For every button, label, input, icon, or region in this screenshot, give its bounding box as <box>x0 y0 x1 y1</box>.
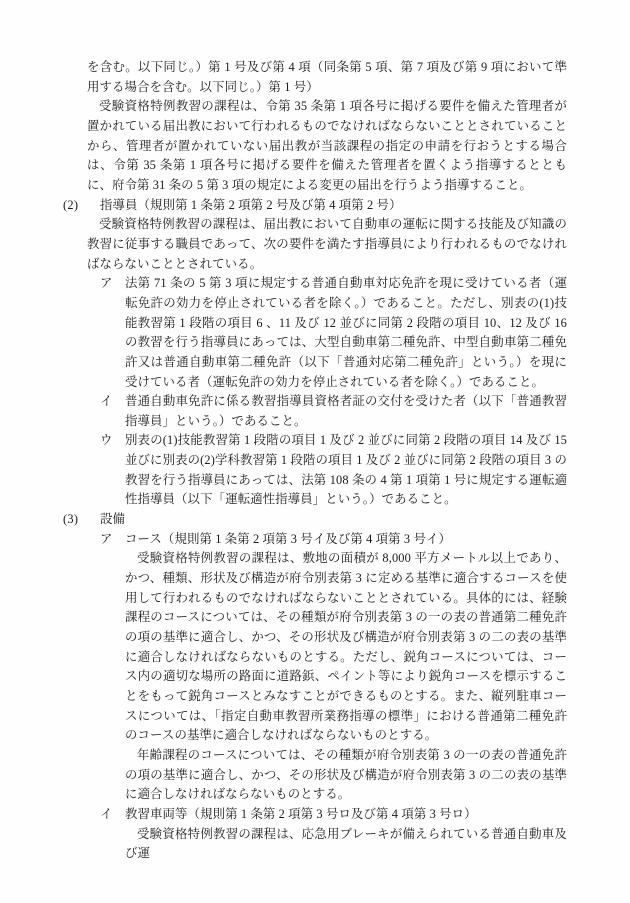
list-item-label: 教習車両等（規則第 1 条第 2 項第 3 号ロ及び第 4 項第 3 号ロ） <box>125 806 477 821</box>
list-item-numbered-3 <box>63 510 567 530</box>
list-item-numbered-2 <box>63 196 567 216</box>
list-item-label: 別表の(1)技能教習第 1 段階の項目 1 及び 2 並びに同第 2 段階の項目 14 及び 15 並びに別表の(2)学科教習第 1 段階の項目 1 及び 2 並びに同第 2 段階の項目 3 の教習を行う指導員にあっては、法第 108 条の 4 第 1 項第 1 号に規定する運転適性指導員（以下「運転適性指導員」という。）であること。 <box>125 433 567 507</box>
paragraph-continuation: を含む。以下同じ。）第 1 号及び第 4 項（同条第 5 項、第 7 項及び第 9 項において準用する場合を含む。以下同じ。）第 1 号） <box>87 60 567 94</box>
list-marker: ウ <box>100 433 113 448</box>
list-marker: イ <box>100 394 113 409</box>
list-item-kana-a-course <box>100 530 567 550</box>
list-item-kana-i <box>100 392 567 431</box>
list-marker: ア <box>100 531 113 546</box>
list-item-kana-a <box>100 274 567 392</box>
list-item-label: 設備 <box>100 512 126 527</box>
list-marker: ア <box>100 276 113 291</box>
list-item-label: 普通自動車免許に係る教習指導員資格者証の交付を受けた者（以下「普通教習指導員」という。）であること。 <box>125 394 567 428</box>
list-item-kana-u <box>100 431 567 510</box>
paragraph-body: 受験資格特例教習の課程は、令第 35 条第 1 項各号に掲げる要件を備えた管理者が置かれている届出教において行われるものでなければならないこととされていることから、管理者が置かれていない届出教が当該課程の指定の申請を行おうとする場合は、令第 35 条第 1 項各号に掲げる要件を備えた管理者を置くよう指導するとともに、府令第 31 条の 5 第 3 項の規定による変更の届出を行うよう指導すること。 <box>87 99 567 192</box>
list-item-label: 指導員（規則第 1 条第 2 項第 2 号及び第 4 項第 2 号） <box>100 197 402 212</box>
paragraph-body: 年齢課程のコースについては、その種類が府令別表第 3 の一の表の普通免許の項の基準に適合し、かつ、その形状及び構造が府令別表第 3 の二の表の基準に適合しなければならないものとする。 <box>125 747 567 802</box>
list-marker: (3) <box>63 512 79 527</box>
paragraph-body: 受験資格特例教習の課程は、届出教において自動車の運転に関する技能及び知識の教習に従事する職員であって、次の要件を満たす指導員により行われるものでなければならないこととされている。 <box>87 217 567 271</box>
list-item-kana-i-vehicles <box>100 805 567 825</box>
list-marker: イ <box>100 806 113 821</box>
document-text-column <box>63 58 567 864</box>
paragraph-body-truncated: 受験資格特例教習の課程は、応急用ブレーキが備えられている普通自動車及び運 <box>125 826 567 861</box>
list-item-label: コース（規則第 1 条第 2 項第 3 号イ及び第 4 項第 3 号イ） <box>125 531 451 546</box>
paragraph-body: 受験資格特例教習の課程は、敷地の面積が 8,000 平方メートル以上であり、かつ、種類、形状及び構造が府令別表第 3 に定める基準に適合するコースを使用して行われるものでなければならないこととされている。具体的には、経験課程のコースについては、その種類が府令別表第 3 の一の表の普通第二種免許の項の基準に適合し、かつ、その形状及び構造が府令別表第 3 の二の表の基準に適合しなければならないものとする。ただし、鋭角コースについては、コース内の適切な場所の路面に道路鋲、ペイント等により鋭角コースを標示することをもって鋭角コースとみなすことができるものとする。また、縦列駐車コースについては、「指定自動車教習所業務指導の標準」における普通第二種免許のコースの基準に適合しなければならないものとする。 <box>125 551 567 743</box>
list-item-label: 法第 71 条の 5 第 3 項に規定する普通自動車対応免許を現に受けている者（運転免許の効力を停止されている者を除く。）であること。ただし、別表の(1)技能教習第 1 段階の項目 6 、11 及び 12 並びに同第 2 段階の項目 10、12 及び 16 の教習を行う指導員にあっては、大型自動車第二種免許、中型自動車第二種免許又は普通自動車第二種免許（以下「普通対応第二種免許」という。）を現に受けている者（運転免許の効力を停止されている者を除く。）であること。 <box>125 276 567 389</box>
list-marker: (2) <box>63 197 79 212</box>
